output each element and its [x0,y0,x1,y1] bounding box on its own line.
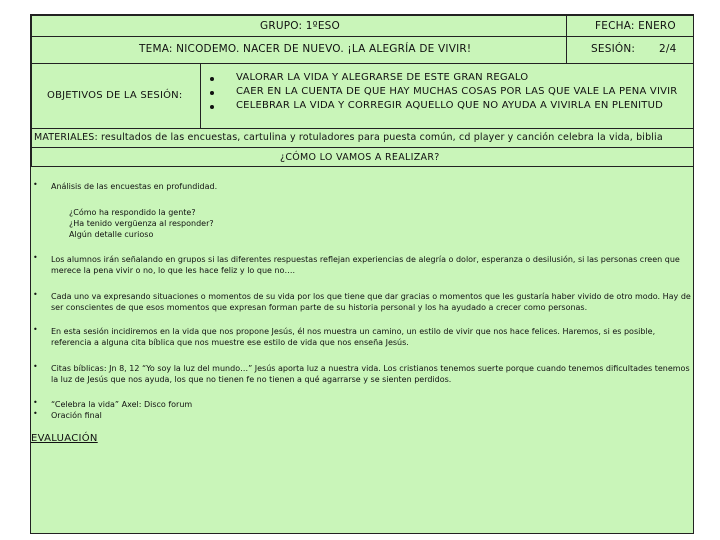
evaluacion-heading: EVALUACIÓN [31,433,98,444]
step-bullet-6: • [33,398,38,407]
step-5-line-2: la luz de Jesús que nos ayuda, los que no tienen fe no tienen a qué agarrarse y se sienten perdidos. [51,375,452,384]
como-heading: ¿CÓMO LO VAMOS A REALIZAR? [280,152,440,163]
step-2-line-2: merece la pena vivir o no, lo que les hace feliz y lo que no…. [51,266,295,275]
sesion-value: 2/4 [659,43,677,55]
objetivos-label: OBJETIVOS DE LA SESIÓN: [47,90,183,101]
objetivos-label-cell [31,63,201,129]
objective-1: VALORAR LA VIDA Y ALEGRARSE DE ESTE GRAN REGALO [236,72,529,83]
objective-bullet-3 [210,105,214,109]
grupo-cell [31,15,567,37]
objetivos-list-cell [200,63,694,129]
objective-bullet-2 [210,91,214,95]
materiales-cell [31,128,694,148]
objective-bullet-1 [210,77,214,81]
objective-3: CELEBRAR LA VIDA Y CORREGIR AQUELLO QUE NO AYUDA A VIVIRLA EN PLENITUD [236,100,663,111]
sesion-label: SESIÓN: [591,43,636,55]
step-6: “Celebra la vida” Axel: Disco forum [51,400,193,409]
grupo-text: GRUPO: 1ºESO [260,20,340,32]
tema-text: TEMA: NICODEMO. NACER DE NUEVO. ¡LA ALEGRÍA DE VIVIR! [139,43,472,55]
tema-cell [31,36,567,64]
question-1: ¿Cómo ha respondido la gente? [69,208,196,217]
sesion-cell [566,36,694,64]
materiales-text: MATERIALES: resultados de las encuestas, cartulina y rotuladores para puesta común, cd player y canción celebra la vida, biblia [34,132,663,143]
step-7: Oración final [51,411,102,420]
step-bullet-1: • [33,180,38,189]
step-bullet-5: • [33,362,38,371]
question-3: Algún detalle curioso [69,230,154,239]
como-cell [31,147,694,167]
fecha-cell [566,15,694,37]
step-3-line-2: ser conscientes de que esos momentos que expresan forman parte de su historia personal y los ha ayudado a crecer como personas. [51,303,588,312]
step-1: Análisis de las encuestas en profundidad. [51,182,218,191]
question-2: ¿Ha tenido vergüenza al responder? [69,219,214,228]
step-bullet-2: • [33,253,38,262]
step-3-line-1: Cada uno va expresando situaciones o momentos de su vida por los que tiene que dar gracias o momentos que les gustaría haber vivido de otro modo. Hay de [51,292,691,301]
step-bullet-3: • [33,290,38,299]
fecha-text: FECHA: ENERO [595,20,676,32]
step-5-line-1: Citas bíblicas: Jn 8, 12 “Yo soy la luz del mundo…” Jesús aporta luz a nuestra vida. Los cristianos tenemos suerte porque cuando tenemos dificultades tenemos [51,364,690,373]
step-2-line-1: Los alumnos irán señalando en grupos si las diferentes respuestas reflejan experiencias de alegría o dolor, esperanza o desilusión, si las personas creen que [51,255,680,264]
step-4-line-1: En esta sesión incidiremos en la vida que nos propone Jesús, él nos muestra un camino, un estilo de vivir que nos hace felices. Haremos, si es posible, [51,327,656,336]
step-4-line-2: referencia a alguna cita bíblica que nos muestre ese estilo de vida que nos enseña Jesús. [51,338,409,347]
step-bullet-7: • [33,409,38,418]
session-sheet [30,14,694,534]
step-bullet-4: • [33,325,38,334]
objective-2: CAER EN LA CUENTA DE QUE HAY MUCHAS COSAS POR LAS QUE VALE LA PENA VIVIR [236,86,678,97]
